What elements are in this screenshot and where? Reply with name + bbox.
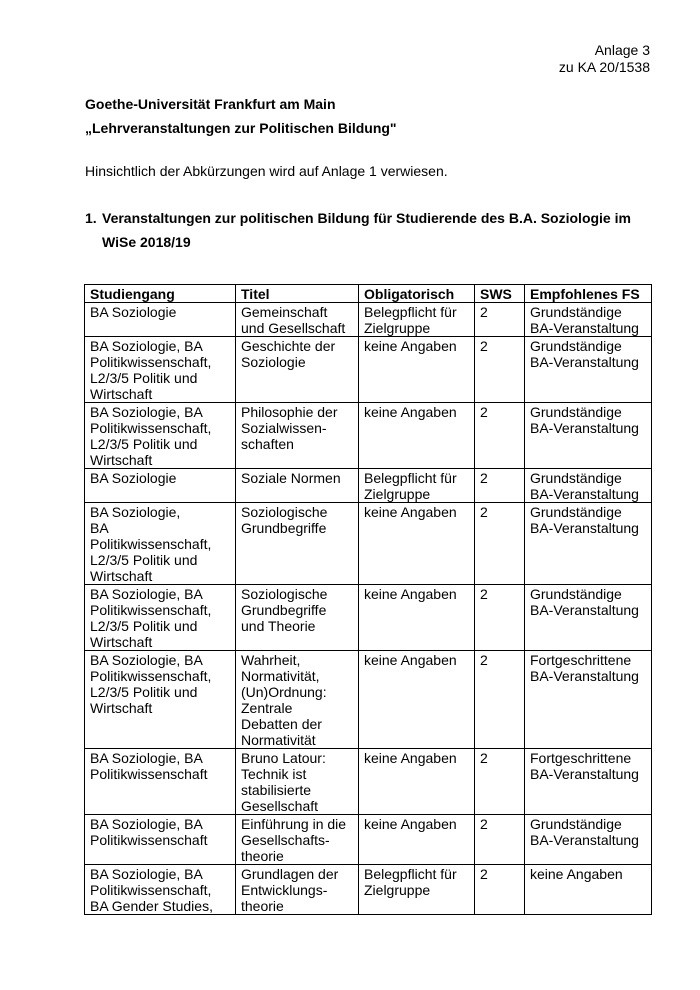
cell-empfohlenes-fs (525, 337, 652, 403)
cell-line: Philosophie der (241, 404, 338, 420)
cell-line: Grundständige (530, 470, 622, 486)
cell-line: Wirtschaft (90, 700, 153, 716)
cell-line: Wahrheit, (241, 652, 301, 668)
cell-sws (475, 651, 525, 749)
cell-studiengang (85, 865, 236, 915)
cell-line: BA Soziologie, (90, 504, 181, 520)
cell-sws (475, 469, 525, 503)
cell-line: Wirtschaft (90, 386, 153, 402)
cell-line: BA-Veranstaltung (530, 832, 639, 848)
section-number: 1. (85, 210, 97, 226)
intro-text: Hinsichtlich der Abkürzungen wird auf Anlage 1 verwiesen. (85, 163, 448, 179)
cell-line: keine Angaben (364, 338, 457, 354)
cell-line: Zielgruppe (364, 486, 431, 502)
cell-line: Belegpflicht für (364, 304, 457, 320)
cell-line: Grundbegriffe (241, 520, 327, 536)
cell-line: L2/3/5 Politik und (90, 436, 198, 452)
section-title-line-1: Veranstaltungen zur politischen Bildung für Studierende des B.A. Soziologie im (102, 210, 631, 226)
cell-line: L2/3/5 Politik und (90, 370, 198, 386)
cell-line: keine Angaben (364, 816, 457, 832)
cell-titel (236, 503, 359, 585)
cell-line: keine Angaben (364, 652, 457, 668)
cell-line: Einführung in die (241, 816, 347, 832)
cell-line: BA Soziologie, BA (90, 866, 203, 882)
cell-line: 2 (480, 586, 488, 602)
cell-line: Grundständige (530, 504, 622, 520)
annex-reference (559, 42, 650, 76)
cell-line: Wirtschaft (90, 452, 153, 468)
cell-line: Grundlagen der (241, 866, 339, 882)
cell-line: theorie (241, 898, 284, 914)
cell-line: Fortgeschrittene (530, 652, 632, 668)
annex-label: Anlage 3 (594, 42, 650, 58)
annex-document-ref: zu KA 20/1538 (558, 59, 650, 75)
cell-line: Zielgruppe (364, 882, 431, 898)
cell-line: Soziologische (241, 504, 328, 520)
cell-sws (475, 303, 525, 337)
cell-line: Grundständige (530, 304, 622, 320)
cell-line: Sozialwissen- (241, 420, 327, 436)
cell-line: BA Soziologie, BA (90, 652, 203, 668)
cell-empfohlenes-fs (525, 503, 652, 585)
cell-line: L2/3/5 Politik und (90, 618, 198, 634)
cell-line: 2 (480, 470, 488, 486)
cell-line: Politikwissenschaft, (90, 602, 212, 618)
cell-studiengang (85, 503, 236, 585)
cell-titel (236, 303, 359, 337)
cell-line: 2 (480, 504, 488, 520)
cell-line: BA Soziologie (90, 470, 177, 486)
cell-obligatorisch (359, 585, 475, 651)
cell-line: schaften (241, 436, 294, 452)
table-row (85, 469, 652, 503)
cell-empfohlenes-fs (525, 469, 652, 503)
cell-line: Politikwissenschaft (90, 832, 208, 848)
cell-studiengang (85, 337, 236, 403)
cell-sws (475, 865, 525, 915)
cell-line: Grundständige (530, 404, 622, 420)
header-empfohlenes-fs: Empfohlenes FS (525, 285, 652, 303)
table-row (85, 303, 652, 337)
cell-line: BA-Veranstaltung (530, 320, 639, 336)
cell-line: Wirtschaft (90, 634, 153, 650)
header-sws: SWS (475, 285, 525, 303)
cell-titel (236, 865, 359, 915)
cell-empfohlenes-fs (525, 815, 652, 865)
cell-line: Gemeinschaft (241, 304, 328, 320)
cell-titel (236, 749, 359, 815)
cell-line: Politikwissenschaft (90, 766, 208, 782)
cell-line: Grundbegriffe (241, 602, 327, 618)
cell-studiengang (85, 651, 236, 749)
cell-line: BA-Veranstaltung (530, 668, 639, 684)
section-title (85, 206, 645, 254)
cell-titel (236, 585, 359, 651)
section-title-line-2: WiSe 2018/19 (102, 234, 191, 250)
cell-line: Belegpflicht für (364, 470, 457, 486)
cell-line: BA-Veranstaltung (530, 766, 639, 782)
cell-sws (475, 403, 525, 469)
cell-line: Zielgruppe (364, 320, 431, 336)
cell-line: und Gesellschaft (241, 320, 346, 336)
cell-empfohlenes-fs (525, 865, 652, 915)
cell-sws (475, 815, 525, 865)
cell-line: Gesellschafts- (241, 832, 330, 848)
cell-line: BA-Veranstaltung (530, 354, 639, 370)
cell-line: Grundständige (530, 338, 622, 354)
cell-line: BA Soziologie, BA (90, 338, 203, 354)
cell-line: Geschichte der (241, 338, 336, 354)
cell-line: (Un)Ordnung: (241, 684, 327, 700)
cell-line: keine Angaben (364, 586, 457, 602)
cell-line: 2 (480, 338, 488, 354)
university-name: Goethe-Universität Frankfurt am Main (85, 96, 336, 112)
cell-line: 2 (480, 866, 488, 882)
cell-line: 2 (480, 404, 488, 420)
cell-line: BA Soziologie, BA (90, 816, 203, 832)
cell-line: BA Soziologie, BA (90, 750, 203, 766)
table-row (85, 503, 652, 585)
table-row (85, 651, 652, 749)
cell-line: Grundständige (530, 816, 622, 832)
cell-line: Soziale Normen (241, 470, 341, 486)
cell-line: und Theorie (241, 618, 316, 634)
table-row (85, 403, 652, 469)
document-subtitle: „Lehrveranstaltungen zur Politischen Bildung" (85, 120, 397, 136)
cell-line: stabilisierte (241, 782, 312, 798)
header-titel: Titel (236, 285, 359, 303)
cell-line: Politikwissenschaft, (90, 536, 212, 552)
cell-line: Politikwissenschaft, (90, 882, 212, 898)
cell-obligatorisch (359, 865, 475, 915)
cell-line: Technik ist (241, 766, 307, 782)
cell-line: Politikwissenschaft, (90, 668, 212, 684)
cell-line: keine Angaben (530, 866, 623, 882)
cell-titel (236, 337, 359, 403)
cell-line: Gesellschaft (241, 798, 319, 814)
cell-line: Grundständige (530, 586, 622, 602)
header-obligatorisch: Obligatorisch (359, 285, 475, 303)
cell-line: Zentrale (241, 700, 293, 716)
cell-line: BA Gender Studies, (90, 898, 213, 914)
cell-line: BA Soziologie (90, 304, 177, 320)
cell-line: keine Angaben (364, 504, 457, 520)
cell-line: BA Soziologie, BA (90, 404, 203, 420)
cell-obligatorisch (359, 469, 475, 503)
cell-titel (236, 403, 359, 469)
cell-studiengang (85, 815, 236, 865)
cell-sws (475, 503, 525, 585)
table-row (85, 585, 652, 651)
cell-titel (236, 469, 359, 503)
table-header-row (85, 285, 652, 303)
cell-line: 2 (480, 750, 488, 766)
cell-line: L2/3/5 Politik und (90, 684, 198, 700)
cell-line: 2 (480, 816, 488, 832)
cell-studiengang (85, 749, 236, 815)
cell-line: Politikwissenschaft, (90, 420, 212, 436)
cell-line: BA Soziologie, BA (90, 586, 203, 602)
cell-line: Politikwissenschaft, (90, 354, 212, 370)
cell-studiengang (85, 403, 236, 469)
cell-studiengang (85, 469, 236, 503)
cell-obligatorisch (359, 815, 475, 865)
cell-obligatorisch (359, 303, 475, 337)
cell-sws (475, 337, 525, 403)
table-row (85, 815, 652, 865)
cell-line: BA-Veranstaltung (530, 486, 639, 502)
cell-line: theorie (241, 848, 284, 864)
cell-line: L2/3/5 Politik und (90, 552, 198, 568)
cell-studiengang (85, 585, 236, 651)
cell-line: BA-Veranstaltung (530, 520, 639, 536)
document-heading (85, 92, 397, 140)
cell-obligatorisch (359, 651, 475, 749)
cell-line: Soziologie (241, 354, 306, 370)
cell-empfohlenes-fs (525, 651, 652, 749)
cell-obligatorisch (359, 503, 475, 585)
cell-line: 2 (480, 652, 488, 668)
cell-line: BA-Veranstaltung (530, 420, 639, 436)
cell-empfohlenes-fs (525, 403, 652, 469)
cell-line: keine Angaben (364, 404, 457, 420)
table-body (85, 303, 652, 915)
cell-line: Entwicklungs- (241, 882, 328, 898)
table-row (85, 337, 652, 403)
cell-empfohlenes-fs (525, 303, 652, 337)
cell-titel (236, 815, 359, 865)
cell-empfohlenes-fs (525, 585, 652, 651)
cell-obligatorisch (359, 749, 475, 815)
cell-titel (236, 651, 359, 749)
cell-obligatorisch (359, 403, 475, 469)
cell-line: Debatten der (241, 716, 322, 732)
cell-line: BA-Veranstaltung (530, 602, 639, 618)
cell-line: Wirtschaft (90, 568, 153, 584)
cell-line: 2 (480, 304, 488, 320)
table-row (85, 865, 652, 915)
cell-line: Bruno Latour: (241, 750, 326, 766)
cell-line: Fortgeschrittene (530, 750, 632, 766)
cell-line: BA (90, 520, 109, 536)
courses-table (84, 284, 652, 915)
cell-line: Belegpflicht für (364, 866, 457, 882)
cell-line: Soziologische (241, 586, 328, 602)
header-studiengang: Studiengang (85, 285, 236, 303)
cell-sws (475, 749, 525, 815)
cell-obligatorisch (359, 337, 475, 403)
cell-empfohlenes-fs (525, 749, 652, 815)
table-row (85, 749, 652, 815)
cell-line: Normativität, (241, 668, 320, 684)
cell-studiengang (85, 303, 236, 337)
cell-line: Normativität (241, 732, 316, 748)
cell-sws (475, 585, 525, 651)
cell-line: keine Angaben (364, 750, 457, 766)
